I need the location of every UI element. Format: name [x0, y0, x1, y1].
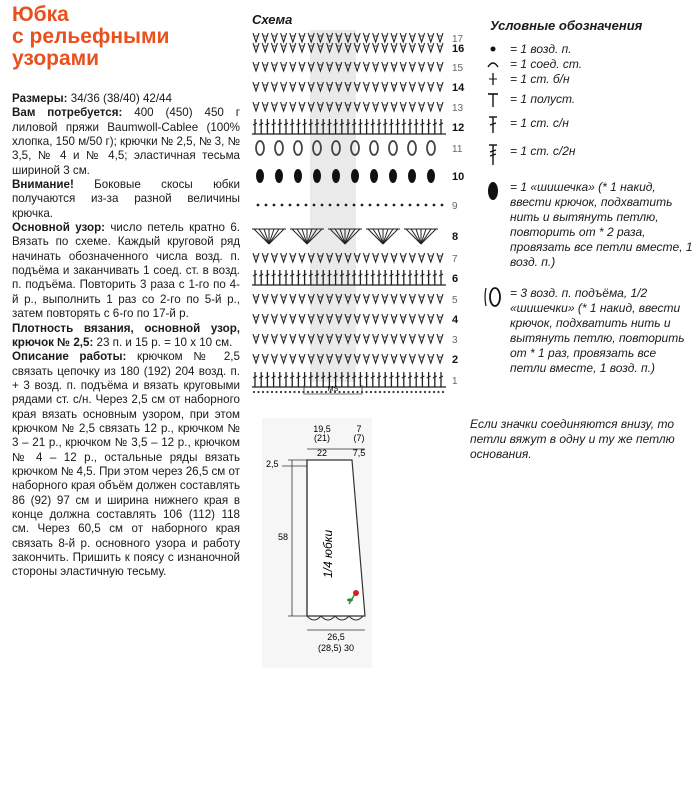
foundation-chain	[338, 391, 340, 393]
foundation-chain	[316, 391, 318, 393]
plus-icon	[478, 72, 508, 90]
legend-item-text: = 1 ст. б/н	[510, 72, 570, 86]
yarn-paragraph	[12, 106, 240, 178]
foundation-chain	[442, 391, 444, 393]
foundation-chain	[433, 391, 435, 393]
quarter-skirt-label: 1/4 юбки	[321, 529, 335, 578]
legend-note: Если значки соединяются внизу, то петли вяжут в одну и ту же петлю основания.	[470, 417, 675, 461]
ms-highlight	[310, 30, 356, 382]
top-right-value-1: 7	[356, 424, 362, 434]
row-number: 2	[452, 354, 459, 366]
row-number: 15	[452, 63, 464, 74]
row-number: 8	[452, 231, 459, 243]
title-line-1: Юбка	[12, 3, 69, 26]
schema-label: Схема	[252, 12, 293, 27]
foundation-chain	[352, 391, 354, 393]
attention-paragraph	[12, 178, 240, 221]
foundation-chain	[343, 391, 345, 393]
foundation-chain	[428, 391, 430, 393]
attention-value: Боковые скосы юбки получаются из-за разной величины крючка.	[12, 178, 240, 220]
foundation-chain	[392, 391, 394, 393]
foundation-chain	[388, 391, 390, 393]
chart-row	[252, 229, 438, 244]
row-number: 17	[452, 34, 464, 45]
row-number: 16	[452, 43, 465, 55]
foundation-chain	[307, 391, 309, 393]
foundation-chain	[397, 391, 399, 393]
sizes-label: Размеры:	[12, 92, 68, 105]
sizes-value: 34/36 (38/40) 42/44	[70, 92, 172, 105]
foundation-chain	[410, 391, 412, 393]
foundation-chain	[266, 391, 268, 393]
foundation-chain	[289, 391, 291, 393]
tr-icon	[478, 144, 508, 170]
foundation-chain	[257, 391, 259, 393]
row-number: 7	[452, 254, 458, 265]
row-number: 5	[452, 295, 458, 306]
foundation-chain	[275, 391, 277, 393]
description-label: Описание работы:	[12, 350, 127, 364]
foundation-chain	[424, 391, 426, 393]
left-top-value: 2,5	[266, 459, 279, 469]
ms-label: MS	[327, 386, 339, 393]
foundation-chain	[415, 391, 417, 393]
foundation-chain	[293, 391, 295, 393]
foundation-chain	[370, 391, 372, 393]
row-number: 9	[452, 201, 458, 212]
row-number: 11	[452, 144, 463, 155]
foundation-chain	[320, 391, 322, 393]
legend-item-text: = 1 возд. п.	[510, 42, 572, 56]
foundation-chain	[437, 391, 439, 393]
row-number: 10	[452, 171, 465, 183]
pattern-label: Основной узор:	[12, 221, 106, 235]
yarn-value: 400 (450) 450 г лиловой пряжи Baumwoll-Cablee (100% хлопка, 150 м/50 г); крючки № 2,5, № 3, № 3,5, № 4 и № 4,5; эластичная тесьма шириной 3 см.	[12, 106, 241, 177]
legend-title: Условные обозначения	[490, 18, 643, 33]
title-line-3: узорами	[12, 47, 100, 70]
foundation-chain	[356, 391, 358, 393]
top-right-value-2: (7)	[353, 433, 365, 443]
legend-item-text: = 1 соед. ст.	[510, 57, 583, 71]
crochet-chart	[248, 30, 474, 400]
row-number: 13	[452, 103, 464, 114]
title-line-2: с рельефными	[12, 25, 170, 48]
foundation-chain	[419, 391, 421, 393]
instructions-text	[12, 92, 240, 580]
t-icon	[478, 92, 508, 112]
density-value: 23 п. и 15 р. = 10 х 10 см.	[96, 335, 233, 349]
row-number: 4	[452, 314, 459, 326]
row-number: 12	[452, 122, 465, 134]
top-left-value-3: 22	[316, 448, 328, 458]
skirt-schematic	[262, 418, 372, 668]
article-title	[12, 4, 232, 70]
foundation-chain	[383, 391, 385, 393]
foundation-chain	[284, 391, 286, 393]
foundation-chain	[406, 391, 408, 393]
legend-item-text: = 1 ст. с/н	[510, 116, 569, 130]
foundation-chain	[311, 391, 313, 393]
foundation-chain	[253, 391, 255, 393]
row-number: 14	[452, 82, 465, 94]
foundation-chain	[298, 391, 300, 393]
foundation-chain	[379, 391, 381, 393]
puff-icon	[478, 180, 508, 206]
description-value: крючком № 2,5 связать цепочку из 180 (192) 204 возд. п. + 3 возд. п. подъёма и вязать круговыми рядами ст. с/н. Через 2,5 см от наборного края вязать основным узором, при этом крючком № 2,5 связать 12 р., крючком № 3 – 21 р., крючком № 3,5 – 12 р., крючком № 4 – 12 р., остальные ряды вязать крючком № 4,5. При этом через 26,5 см от наборного края объём должен составлять 86 (92) 97 см и ширина нижнего края в конце должна составлять 106 (112) 118 см. Через 60,5 см от наборного края связать 8-й р. основного узора и работу закончить. Пришить к поясу с изнаночной стороны эластичную тесьму.	[12, 350, 240, 579]
legend-item-text: = 1 ст. с/2н	[510, 144, 576, 158]
foundation-chain	[271, 391, 273, 393]
sizes-paragraph	[12, 92, 240, 106]
pattern-paragraph	[12, 221, 240, 321]
legend-item-text: = 1 полуст.	[510, 92, 576, 106]
attention-label: Внимание!	[12, 178, 74, 192]
description-paragraph	[12, 350, 240, 580]
row-number: 6	[452, 273, 459, 285]
density-paragraph	[12, 322, 240, 351]
top-right-value-3: 7,5	[352, 448, 366, 458]
bottom-value-2: (28,5) 30	[317, 643, 355, 653]
bottom-value-1: 26,5	[327, 632, 345, 642]
dc-icon	[478, 116, 508, 138]
density-label: Плотность вязания, основной узор, крючок № 2,5:	[12, 321, 240, 349]
left-height-value: 58	[278, 532, 289, 542]
legend-item-text: = 3 возд. п. подъёма, 1/2 «шишечки» (* 1 накид, ввести крючок, подхватить нить и вытянуть петлю, повторить от * 1 раз, провязать все петли вместе, 1 возд. п.)	[510, 286, 685, 375]
row-number: 3	[452, 335, 458, 346]
top-left-value-1: 19,5	[313, 424, 331, 434]
yarn-label: Вам потребуется:	[12, 106, 123, 120]
foundation-chain	[347, 391, 349, 393]
foundation-chain	[262, 391, 264, 393]
foundation-chain	[280, 391, 282, 393]
legend-item-text: = 1 «шишечка» (* 1 накид, ввести крючок, подхватить нить и вытянуть петлю, повторить от * 2 раза, провязать все петли вместе, 1 возд. п.)	[510, 180, 693, 269]
top-left-value-2: (21)	[313, 433, 331, 443]
foundation-chain	[365, 391, 367, 393]
foundation-chain	[374, 391, 376, 393]
foundation-chain	[401, 391, 403, 393]
pattern-value: число петель кратно 6. Вязать по схеме. Каждый круговой ряд начинать обозначенного числа возд. п. подъёма и заканчивать 1 соед. ст. в возд. п. подъёма. Повторить 3 раза с 1-го по 4-й р., выполнить 1 раз со 2-го по 5-й р., затем повторять с 6-го по 17-й р.	[12, 221, 240, 321]
row-number: 1	[452, 376, 458, 387]
puff-ring-icon	[478, 286, 508, 312]
